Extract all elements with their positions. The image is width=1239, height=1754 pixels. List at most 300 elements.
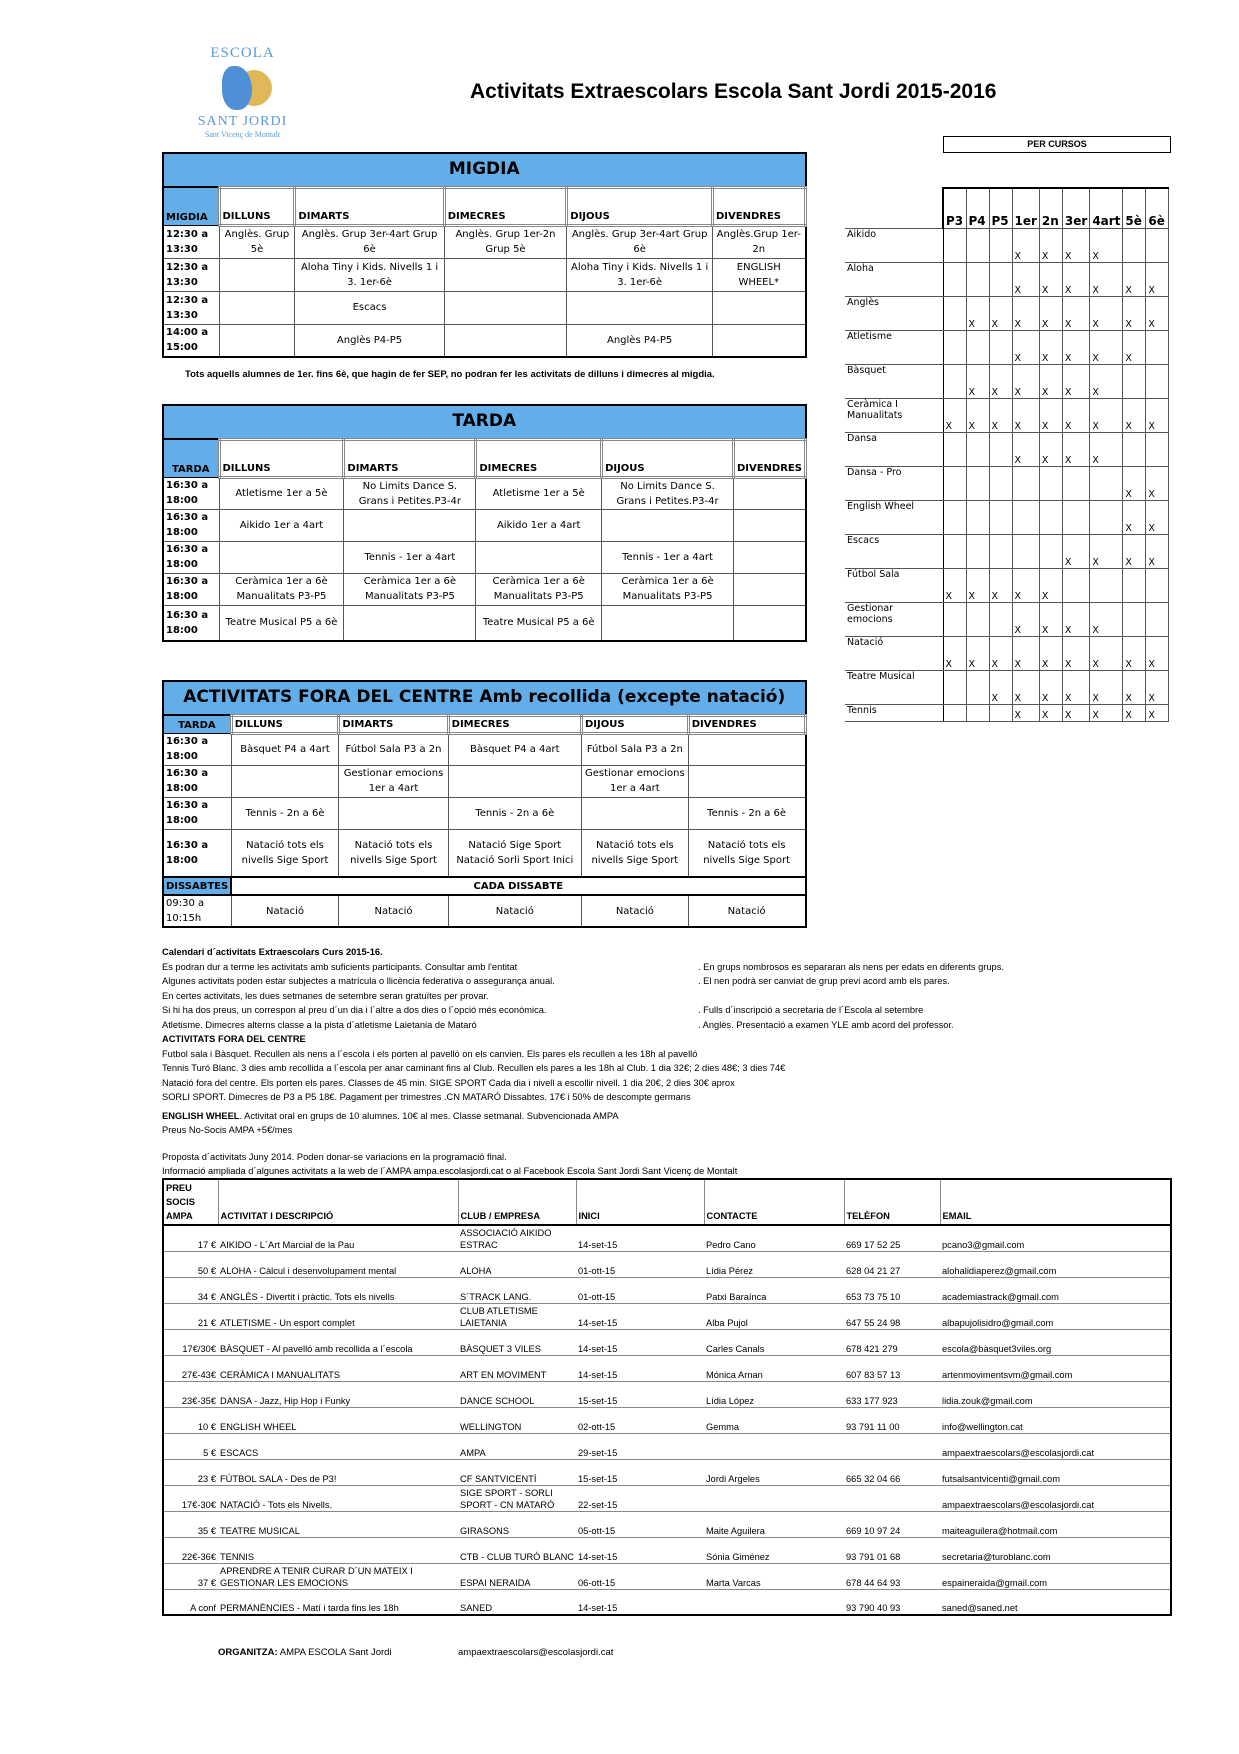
course-mark xyxy=(989,432,1012,466)
matrix-row xyxy=(845,670,1169,704)
activity-cell: ESCACS xyxy=(218,1433,458,1459)
contact-row xyxy=(163,1407,1171,1433)
course-mark xyxy=(1090,568,1123,602)
club-cell: CF SANTVICENTÍ xyxy=(458,1459,576,1485)
activity-cell: Fútbol Sala P3 a 2n xyxy=(581,733,688,765)
price-cell: 22€-36€ xyxy=(163,1537,218,1563)
footer xyxy=(218,1647,614,1658)
activity-cell xyxy=(219,258,295,291)
phone-cell: 633 177 923 xyxy=(844,1381,940,1407)
activity-cell: Natació tots els nivells Sige Sport xyxy=(339,829,448,877)
matrix-row xyxy=(845,568,1169,602)
activity-cell: Atletisme 1er a 5è xyxy=(219,477,344,509)
course-mark: X xyxy=(1012,296,1039,330)
course-mark xyxy=(1012,534,1039,568)
course-mark: X xyxy=(1123,398,1146,432)
schedule-row xyxy=(163,797,806,829)
activity-cell: Natació xyxy=(581,895,688,927)
club-cell: SIGE SPORT - SORLI SPORT - CN MATARÓ xyxy=(458,1485,576,1511)
activity-cell: FÚTBOL SALA - Des de P3! xyxy=(218,1459,458,1485)
phone-cell: 678 421 279 xyxy=(844,1329,940,1355)
activity-cell xyxy=(339,797,448,829)
email-cell: albapujolisidro@gmail.com xyxy=(940,1303,1171,1329)
course-mark xyxy=(966,534,989,568)
course-mark: X xyxy=(1146,670,1169,704)
course-header: 4art xyxy=(1090,188,1123,228)
matrix-row xyxy=(845,704,1169,721)
email-cell: espaineraida@gmail.com xyxy=(940,1563,1171,1589)
course-mark xyxy=(943,296,966,330)
phone-cell: 647 55 24 98 xyxy=(844,1303,940,1329)
time-cell: 16:30 a 18:00 xyxy=(163,829,231,877)
course-mark xyxy=(989,330,1012,364)
activity-name: Dansa xyxy=(845,432,943,466)
course-mark: X xyxy=(1039,432,1062,466)
course-mark: X xyxy=(1062,330,1089,364)
col-header: CONTACTE xyxy=(704,1179,844,1225)
activity-cell: DANSA - Jazz, Hip Hop i Funky xyxy=(218,1381,458,1407)
activity-cell xyxy=(219,324,295,357)
activity-cell: CERÀMICA I MANUALITATS xyxy=(218,1355,458,1381)
course-mark: X xyxy=(1123,534,1146,568)
logo-text-sant-jordi: SANT JORDI xyxy=(197,114,288,129)
activity-cell: Gestionar emocions 1er a 4art xyxy=(581,765,688,797)
time-cell: 14:00 a 15:00 xyxy=(163,324,219,357)
email-cell: artenmovimentsvm@gmail.com xyxy=(940,1355,1171,1381)
schedule-row xyxy=(163,225,806,258)
email-cell: ampaextraescolars@escolasjordi.cat xyxy=(940,1433,1171,1459)
tarda-band: TARDA xyxy=(163,405,806,439)
course-mark: X xyxy=(1012,636,1039,670)
course-mark: X xyxy=(966,568,989,602)
matrix-row xyxy=(845,296,1169,330)
course-mark: X xyxy=(1062,602,1089,636)
course-mark: X xyxy=(989,364,1012,398)
info-note: Informació ampliada d´algunes activitats a la web de l´AMPA ampa.escolasjordi.cat o al Facebook Escola Sant Jordi Sant Vicenç de Montalt xyxy=(162,1166,738,1176)
activity-cell xyxy=(733,541,805,573)
course-mark: X xyxy=(1062,228,1089,262)
col-header: EMAIL xyxy=(940,1179,1171,1225)
english-wheel-label: ENGLISH WHEEL xyxy=(162,1110,240,1121)
organitza-org: AMPA ESCOLA Sant Jordi xyxy=(279,1647,392,1658)
matrix-row xyxy=(845,500,1169,534)
course-mark xyxy=(1146,364,1169,398)
start-date-cell: 14-set-15 xyxy=(576,1537,704,1563)
course-mark: X xyxy=(1012,228,1039,262)
course-mark xyxy=(1039,500,1062,534)
course-mark: X xyxy=(1090,670,1123,704)
course-mark xyxy=(966,466,989,500)
start-date-cell: 15-set-15 xyxy=(576,1459,704,1485)
no-socis-note: Preus No-Socis AMPA +5€/mes xyxy=(162,1125,293,1135)
dragon-icon xyxy=(208,62,278,114)
activity-cell: AIKIDO - L´Art Marcial de la Pau xyxy=(218,1225,458,1251)
cada-dissabte-label: CADA DISSABTE xyxy=(231,877,805,895)
course-header: 5è xyxy=(1123,188,1146,228)
course-mark xyxy=(1090,466,1123,500)
matrix-row xyxy=(845,602,1169,636)
schedule-row xyxy=(163,291,806,324)
course-mark: X xyxy=(1039,262,1062,296)
contact-cell: Lídia Pérez xyxy=(704,1251,844,1277)
activity-cell: Anglès. Grup 1er-2n Grup 5è xyxy=(444,225,567,258)
course-mark xyxy=(966,602,989,636)
club-cell: DANCE SCHOOL xyxy=(458,1381,576,1407)
activity-name: Fútbol Sala xyxy=(845,568,943,602)
phone-cell: 93 791 11 00 xyxy=(844,1407,940,1433)
course-mark xyxy=(1146,602,1169,636)
time-cell: 09:30 a 10:15h xyxy=(163,895,231,927)
course-mark xyxy=(1123,228,1146,262)
course-header: 6è xyxy=(1146,188,1169,228)
start-date-cell: 01-ott-15 xyxy=(576,1277,704,1303)
course-header: 2n xyxy=(1039,188,1062,228)
course-mark: X xyxy=(1062,636,1089,670)
start-date-cell: 14-set-15 xyxy=(576,1225,704,1251)
schedule-row xyxy=(163,573,806,605)
start-date-cell: 29-set-15 xyxy=(576,1433,704,1459)
contact-cell: Mónica Arnan xyxy=(704,1355,844,1381)
matrix-row xyxy=(845,398,1169,432)
course-mark xyxy=(943,602,966,636)
activity-cell: Tennis - 1er a 4art xyxy=(344,541,476,573)
course-mark xyxy=(943,330,966,364)
activity-cell: ANGLÈS - Divertit i pràctic. Tots els nivells xyxy=(218,1277,458,1303)
contact-cell: Jordi Argeles xyxy=(704,1459,844,1485)
start-date-cell: 01-ott-15 xyxy=(576,1251,704,1277)
course-mark xyxy=(989,602,1012,636)
course-mark xyxy=(1123,568,1146,602)
contact-cell: Gemma xyxy=(704,1407,844,1433)
contact-row xyxy=(163,1459,1171,1485)
activity-cell: Tennis - 1er a 4art xyxy=(602,541,734,573)
phone-cell: 665 32 04 66 xyxy=(844,1459,940,1485)
contact-row xyxy=(163,1277,1171,1303)
activity-cell: Natació xyxy=(688,895,805,927)
schedule-row xyxy=(163,605,806,641)
course-mark: X xyxy=(966,364,989,398)
proposta-note: Proposta d´activitats Juny 2014. Poden donar-se variacions en la programació final. xyxy=(162,1151,507,1162)
course-mark xyxy=(1062,568,1089,602)
activity-cell xyxy=(444,291,567,324)
price-cell: 27€-43€ xyxy=(163,1355,218,1381)
activity-cell xyxy=(733,605,805,641)
activity-name: Escacs xyxy=(845,534,943,568)
email-cell: maiteaguilera@hotmail.com xyxy=(940,1511,1171,1537)
activity-cell: Aloha Tiny i Kids. Nivells 1 i 3. 1er-6è xyxy=(295,258,444,291)
start-date-cell: 22-set-15 xyxy=(576,1485,704,1511)
matrix-row xyxy=(845,636,1169,670)
fora-note: Natació fora del centre. Els porten els pares. Classes de 45 min. SIGE SPORT Cada dia i nivell a escollir nivell. 1 dia 20€, 2 dies 30€ aprox xyxy=(162,1077,735,1088)
course-mark xyxy=(1039,534,1062,568)
matrix-corner xyxy=(845,188,943,228)
activity-cell xyxy=(448,765,581,797)
activity-cell: Anglès.Grup 1er-2n xyxy=(713,225,806,258)
activity-cell: Teatre Musical P5 a 6è xyxy=(219,605,344,641)
logo-text-town: Sant Vicenç de Montalt xyxy=(204,130,281,139)
email-cell: secretaria@turoblanc.com xyxy=(940,1537,1171,1563)
col-header: PREU SOCIS AMPA xyxy=(163,1179,218,1225)
course-mark: X xyxy=(1062,398,1089,432)
matrix-row xyxy=(845,262,1169,296)
course-mark: X xyxy=(1039,228,1062,262)
contacts-table xyxy=(162,1178,1172,1616)
contact-row xyxy=(163,1511,1171,1537)
time-cell: 12:30 a 13:30 xyxy=(163,225,219,258)
activity-cell: ENGLISH WHEEL* xyxy=(713,258,806,291)
contact-cell: Marta Varcas xyxy=(704,1563,844,1589)
phone-cell: 628 04 21 27 xyxy=(844,1251,940,1277)
course-mark xyxy=(1146,432,1169,466)
activity-cell: Tennis - 2n a 6è xyxy=(448,797,581,829)
activity-cell: Bàsquet P4 a 4art xyxy=(448,733,581,765)
course-mark: X xyxy=(966,296,989,330)
tarda-corner: TARDA xyxy=(163,439,219,477)
activity-cell: Natació tots els nivells Sige Sport xyxy=(231,829,339,877)
course-mark xyxy=(989,228,1012,262)
email-cell: futsalsantvicenti@gmail.com xyxy=(940,1459,1171,1485)
phone-cell: 669 10 97 24 xyxy=(844,1511,940,1537)
fora-note: Tennis Turó Blanc. 3 dies amb recollida a l´escola per anar caminant fins al Club. Recullen els pares a les 18h al Club. 1 dia 32€; 2 dies 48€; 3 dies 74€ xyxy=(162,1063,786,1073)
day-header: DIVENDRES xyxy=(713,187,806,225)
tarda-table xyxy=(162,404,807,642)
course-mark xyxy=(943,670,966,704)
activity-cell xyxy=(444,324,567,357)
day-header: DIMARTS xyxy=(295,187,444,225)
email-cell: ampaextraescolars@escolasjordi.cat xyxy=(940,1485,1171,1511)
email-cell: pcano3@gmail.com xyxy=(940,1225,1171,1251)
phone-cell: 653 73 75 10 xyxy=(844,1277,940,1303)
day-header: DIJOUS xyxy=(602,439,734,477)
course-mark xyxy=(1123,432,1146,466)
activity-cell: No Limits Dance S. Grans i Petites.P3-4r xyxy=(602,477,734,509)
activity-cell: Anglès. Grup 3er-4art Grup 6è xyxy=(567,225,713,258)
activity-name: Natació xyxy=(845,636,943,670)
course-mark xyxy=(1146,228,1169,262)
course-mark xyxy=(966,704,989,721)
contact-cell xyxy=(704,1589,844,1615)
activity-cell xyxy=(476,541,602,573)
course-mark xyxy=(1062,466,1089,500)
matrix-row xyxy=(845,330,1169,364)
course-mark xyxy=(1090,500,1123,534)
course-mark: X xyxy=(1090,262,1123,296)
course-mark: X xyxy=(1146,296,1169,330)
day-header: DIMECRES xyxy=(476,439,602,477)
activity-cell xyxy=(602,605,734,641)
fora-corner: TARDA xyxy=(163,715,231,733)
course-mark xyxy=(943,432,966,466)
course-mark: X xyxy=(1123,500,1146,534)
course-mark: X xyxy=(1012,602,1039,636)
phone-cell xyxy=(844,1433,940,1459)
activity-cell: Escacs xyxy=(295,291,444,324)
contact-row xyxy=(163,1381,1171,1407)
fora-note: SORLI SPORT. Dimecres de P3 a P5 18€. Pagament per trimestres .CN MATARÓ Dissabtes. 17€ i 50% de descompte germans xyxy=(162,1092,691,1102)
matrix-row xyxy=(845,432,1169,466)
activity-cell xyxy=(219,541,344,573)
club-cell: GIRASONS xyxy=(458,1511,576,1537)
price-cell: 35 € xyxy=(163,1511,218,1537)
course-mark xyxy=(966,228,989,262)
course-mark: X xyxy=(1012,330,1039,364)
contact-row xyxy=(163,1329,1171,1355)
price-cell: 37 € xyxy=(163,1563,218,1589)
activity-cell xyxy=(602,509,734,541)
day-header: DILLUNS xyxy=(219,187,295,225)
email-cell: info@wellington.cat xyxy=(940,1407,1171,1433)
course-mark: X xyxy=(1062,432,1089,466)
activity-cell xyxy=(344,605,476,641)
course-mark: X xyxy=(1062,670,1089,704)
fora-band: ACTIVITATS FORA DEL CENTRE Amb recollida (excepte natació) xyxy=(163,681,806,715)
activity-name: Aikido xyxy=(845,228,943,262)
course-header: P4 xyxy=(966,188,989,228)
activity-name: Gestionar emocions xyxy=(845,602,943,636)
activity-cell: Anglès. Grup 5è xyxy=(219,225,295,258)
day-header: DILLUNS xyxy=(231,715,339,733)
club-cell: ALOHA xyxy=(458,1251,576,1277)
course-mark: X xyxy=(1090,602,1123,636)
course-mark: X xyxy=(1012,262,1039,296)
course-mark: X xyxy=(1090,432,1123,466)
note-right: . En grups nombrosos es separaran als nens per edats en diferents grups. xyxy=(698,961,1004,972)
club-cell: SANED xyxy=(458,1589,576,1615)
course-mark: X xyxy=(943,636,966,670)
schedule-row xyxy=(163,765,806,797)
phone-cell: 669 17 52 25 xyxy=(844,1225,940,1251)
course-mark: X xyxy=(1090,534,1123,568)
course-mark: X xyxy=(1146,500,1169,534)
note-left: Algunes activitats poden estar subjectes a matrícula o llicència federativa o assegurança anual. xyxy=(162,976,555,986)
course-mark xyxy=(943,262,966,296)
activity-cell: No Limits Dance S. Grans i Petites.P3-4r xyxy=(344,477,476,509)
note-left: Atletisme. Dimecres alterns classe a la pista d´atletisme Laietania de Mataró xyxy=(162,1019,477,1030)
course-mark xyxy=(1012,500,1039,534)
activity-name: Tennis xyxy=(845,704,943,721)
saturday-header-row xyxy=(163,877,806,895)
time-cell: 16:30 a 18:00 xyxy=(163,573,219,605)
activity-cell: Teatre Musical P5 a 6è xyxy=(476,605,602,641)
course-mark: X xyxy=(1090,330,1123,364)
price-cell: 21 € xyxy=(163,1303,218,1329)
activity-cell: Atletisme 1er a 5è xyxy=(476,477,602,509)
club-cell: CTB - CLUB TURÓ BLANC xyxy=(458,1537,576,1563)
start-date-cell: 02-ott-15 xyxy=(576,1407,704,1433)
course-mark: X xyxy=(1062,364,1089,398)
start-date-cell: 14-set-15 xyxy=(576,1355,704,1381)
col-header: CLUB / EMPRESA xyxy=(458,1179,576,1225)
price-cell: 23€-35€ xyxy=(163,1381,218,1407)
notes-section xyxy=(162,945,1172,1179)
club-cell: ASSOCIACIÓ AIKIDO ESTRAC xyxy=(458,1225,576,1251)
phone-cell: 607 83 57 13 xyxy=(844,1355,940,1381)
email-cell: lidia.zouk@gmail.com xyxy=(940,1381,1171,1407)
contact-row xyxy=(163,1355,1171,1381)
schedule-row xyxy=(163,324,806,357)
email-cell: saned@saned.net xyxy=(940,1589,1171,1615)
course-mark: X xyxy=(1039,364,1062,398)
course-mark: X xyxy=(1039,636,1062,670)
course-mark: X xyxy=(1039,398,1062,432)
course-mark: X xyxy=(1146,262,1169,296)
contact-cell: Carles Canals xyxy=(704,1329,844,1355)
course-mark: X xyxy=(1090,704,1123,721)
course-mark xyxy=(943,500,966,534)
contact-row xyxy=(163,1537,1171,1563)
course-mark xyxy=(1146,568,1169,602)
course-mark: X xyxy=(1146,704,1169,721)
sep-note: Tots aquells alumnes de 1er. fins 6è, que hagin de fer SEP, no podran fer les activitats de dilluns i dimecres al migdia. xyxy=(185,369,715,380)
club-cell: CLUB ATLETISME LAIETANIA xyxy=(458,1303,576,1329)
day-header: DIMARTS xyxy=(339,715,448,733)
activity-cell: Anglès P4-P5 xyxy=(567,324,713,357)
time-cell: 16:30 a 18:00 xyxy=(163,509,219,541)
matrix-row xyxy=(845,364,1169,398)
note-left: Es podran dur a terme les activitats amb suficients participants. Consultar amb l'entitat xyxy=(162,961,518,972)
fora-heading: ACTIVITATS FORA DEL CENTRE xyxy=(162,1034,306,1044)
course-mark: X xyxy=(1146,534,1169,568)
activity-cell: Tennis - 2n a 6è xyxy=(688,797,805,829)
course-mark: X xyxy=(1012,432,1039,466)
time-cell: 16:30 a 18:00 xyxy=(163,477,219,509)
course-mark: X xyxy=(966,398,989,432)
matrix-row xyxy=(845,228,1169,262)
price-cell: 23 € xyxy=(163,1459,218,1485)
course-mark xyxy=(1039,466,1062,500)
activity-name: Ceràmica I Manualitats xyxy=(845,398,943,432)
per-cursos-matrix xyxy=(845,187,1169,722)
course-mark xyxy=(943,228,966,262)
time-cell: 16:30 a 18:00 xyxy=(163,541,219,573)
price-cell: A conf xyxy=(163,1589,218,1615)
col-header: ACTIVITAT I DESCRIPCIÓ xyxy=(218,1179,458,1225)
price-cell: 17€-30€ xyxy=(163,1485,218,1511)
course-mark: X xyxy=(1012,568,1039,602)
contact-row xyxy=(163,1225,1171,1251)
phone-cell: 93 790 40 93 xyxy=(844,1589,940,1615)
activity-cell xyxy=(713,324,806,357)
schedule-row xyxy=(163,258,806,291)
activity-name: English Wheel xyxy=(845,500,943,534)
schedule-row xyxy=(163,477,806,509)
course-mark xyxy=(1062,500,1089,534)
activity-cell: Ceràmica 1er a 6è Manualitats P3-P5 xyxy=(219,573,344,605)
day-header: DIJOUS xyxy=(567,187,713,225)
contact-cell: Sónia Giménez xyxy=(704,1537,844,1563)
migdia-band: MIGDIA xyxy=(163,153,806,187)
course-mark: X xyxy=(1012,670,1039,704)
activity-cell: Anglès P4-P5 xyxy=(295,324,444,357)
course-mark xyxy=(1123,364,1146,398)
schedule-row xyxy=(163,541,806,573)
activity-cell xyxy=(688,733,805,765)
phone-cell xyxy=(844,1485,940,1511)
activity-cell: ATLETISME - Un esport complet xyxy=(218,1303,458,1329)
activity-cell: Natació xyxy=(339,895,448,927)
course-mark xyxy=(966,432,989,466)
course-mark: X xyxy=(1012,704,1039,721)
contact-row xyxy=(163,1563,1171,1589)
course-mark xyxy=(1012,466,1039,500)
course-mark xyxy=(989,534,1012,568)
course-mark xyxy=(989,500,1012,534)
time-cell: 12:30 a 13:30 xyxy=(163,291,219,324)
time-cell: 16:30 a 18:00 xyxy=(163,765,231,797)
course-mark xyxy=(943,364,966,398)
per-cursos-title: PER CURSOS xyxy=(943,136,1171,153)
migdia-corner: MIGDIA xyxy=(163,187,219,225)
